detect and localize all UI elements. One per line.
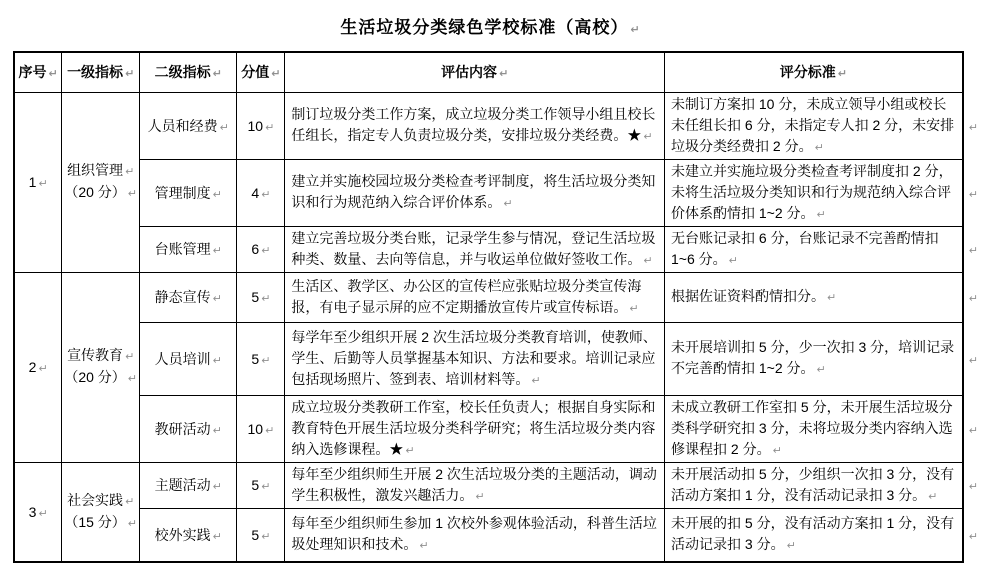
paragraph-mark-icon: ↵ [271,67,281,81]
col-header-criteria: 评分标准 ↵ [665,52,963,92]
cell-sub-indicator: 校外实践 ↵ [140,508,237,562]
row-end-mark [963,92,980,159]
table-row [14,159,980,226]
group-name-line2: （20 分） ↵ [64,369,138,385]
paragraph-mark-icon: ↵ [261,480,271,493]
cell-sub-indicator: 人员培训 ↵ [140,322,237,395]
cell-criteria: 未开展活动扣 5 分，少组织一次扣 3 分，没有活动方案扣 1 分，没有活动记录扣 3 分。 ↵ [665,462,963,508]
row-end-mark [963,395,980,462]
paragraph-mark-icon: ↵ [786,539,796,553]
paragraph-mark-icon: ↵ [127,516,138,530]
paragraph-mark-icon: ↵ [419,539,429,553]
cell-criteria: 未成立教研工作室扣 5 分，未开展生活垃圾分类科学研究扣 3 分，未将垃圾分类内容纳入选修课程扣 2 分。 ↵ [665,395,963,462]
cell-group-name [62,92,140,272]
paragraph-mark-icon: ↵ [968,530,978,543]
paragraph-mark-icon: ↵ [212,292,222,305]
seq-text: 3 ↵ [28,503,48,520]
cell-content: 每年至少组织师生开展 2 次生活垃圾分类的主题活动，调动学生积极性，激发兴趣活力。 ↵ [285,462,665,508]
table-row [14,462,980,508]
cell-score: 10 ↵ [237,395,285,462]
paragraph-mark-icon: ↵ [968,353,978,367]
paragraph-mark-icon: ↵ [503,197,513,210]
cell-content: 每学年至少组织开展 2 次生活垃圾分类教育培训，使教师、学生、后勤等人员掌握基本知识、方法和要求。培训记录应包括现场照片、签到表、培训材料等。 ↵ [285,322,665,395]
paragraph-mark-icon: ↵ [968,480,978,493]
group-name-line1: 组织管理 ↵ [67,162,135,178]
table-row [14,92,980,159]
paragraph-mark-icon: ↵ [125,67,135,81]
cell-group-name [62,272,140,462]
table-row [14,508,980,562]
cell-sub-indicator: 静态宣传 ↵ [140,272,237,322]
cell-content: 建立并实施校园垃圾分类检查考评制度，将生活垃圾分类知识和行为规范纳入综合评价体系。 ↵ [285,159,665,226]
group-name-line1: 宣传教育 ↵ [67,347,135,363]
cell-criteria: 未开展的扣 5 分，没有活动方案扣 1 分，没有活动记录扣 3 分。 ↵ [665,508,963,562]
paragraph-mark-icon: ↵ [816,363,826,376]
cell-content: 每年至少组织师生参加 1 次校外参观体验活动，科普生活垃圾处理知识和技术。 ↵ [285,508,665,562]
paragraph-mark-icon: ↵ [125,165,135,178]
page-title [0,0,981,38]
paragraph-mark-icon: ↵ [212,529,222,543]
paragraph-mark-icon: ↵ [827,291,837,304]
paragraph-mark-icon: ↵ [531,373,541,387]
paragraph-mark-icon: ↵ [127,372,138,385]
paragraph-mark-icon: ↵ [968,244,978,257]
paragraph-mark-icon: ↵ [212,423,222,437]
cell-criteria: 未开展培训扣 5 分，少一次扣 3 分，培训记录不完善酌情扣 1~2 分。 ↵ [665,322,963,395]
paragraph-mark-icon: ↵ [772,443,782,457]
cell-content: 生活区、教学区、办公区的宣传栏应张贴垃圾分类宣传海报，有电子显示屏的应不定期播放宣传片或宣传标语。 ↵ [285,272,665,322]
row-end-mark [963,508,980,562]
cell-content: 建立完善垃圾分类台账，记录学生参与情况，登记生活垃圾种类、数量、去向等信息，并与收运单位做好签收工作。 ↵ [285,226,665,272]
paragraph-mark-icon: ↵ [968,423,978,437]
cell-score: 5 ↵ [237,462,285,508]
paragraph-mark-icon: ↵ [38,362,48,375]
paragraph-mark-icon: ↵ [728,253,738,267]
paragraph-mark-icon: ↵ [219,120,229,134]
paragraph-mark-icon: ↵ [629,301,639,315]
group-name-line1: 社会实践 ↵ [67,491,135,508]
paragraph-mark-icon: ↵ [643,130,653,143]
table-row [14,272,980,322]
paragraph-mark-icon: ↵ [837,67,847,81]
col-header-level2: 二级指标 ↵ [140,52,237,92]
paragraph-mark-icon: ↵ [212,353,222,367]
paragraph-mark-icon: ↵ [968,187,978,201]
cell-score: 4 ↵ [237,159,285,226]
row-end-mark [963,462,980,508]
row-end-mark [963,272,980,322]
cell-score: 5 ↵ [237,322,285,395]
table-row [14,226,980,272]
cell-criteria: 未制订方案扣 10 分，未成立领导小组或校长未任组长扣 6 分，未指定专人扣 2 分，未安排垃圾分类经费扣 2 分。 ↵ [665,92,963,159]
cell-content: 制订垃圾分类工作方案，成立垃圾分类工作领导小组且校长任组长，指定专人负责垃圾分类，安排垃圾分类经费。★ ↵ [285,92,665,159]
row-end-mark [963,322,980,395]
col-header-content: 评估内容 ↵ [285,52,665,92]
paragraph-mark-icon: ↵ [38,177,48,190]
cell-score: 5 ↵ [237,272,285,322]
header-row [14,52,980,92]
paragraph-mark-icon: ↵ [475,489,485,503]
cell-score: 6 ↵ [237,226,285,272]
paragraph-mark-icon: ↵ [261,244,271,257]
cell-criteria: 根据佐证资料酌情扣分。 ↵ [665,272,963,322]
paragraph-mark-icon: ↵ [212,67,222,81]
cell-score: 5 ↵ [237,508,285,562]
paragraph-mark-icon: ↵ [212,244,222,257]
col-header-level1: 一级指标 ↵ [62,52,140,92]
cell-sub-indicator: 人员和经费 ↵ [140,92,237,159]
paragraph-mark-icon: ↵ [643,253,653,267]
col-header-seq: 序号 ↵ [14,52,62,92]
paragraph-mark-icon: ↵ [127,187,138,200]
cell-seq [14,462,62,562]
standards-table [13,51,981,563]
cell-score: 10 ↵ [237,92,285,159]
paragraph-mark-icon: ↵ [265,423,275,437]
table-row [14,395,980,462]
cell-sub-indicator: 台账管理 ↵ [140,226,237,272]
paragraph-mark-icon: ↵ [261,292,271,305]
seq-text: 1 ↵ [28,174,48,190]
page-title-text: 生活垃圾分类绿色学校标准（高校） ↵ [340,18,641,37]
paragraph-mark-icon: ↵ [814,140,824,154]
paragraph-mark-icon: ↵ [968,292,978,305]
seq-text: 2 ↵ [28,359,48,375]
cell-criteria: 未建立并实施垃圾分类检查考评制度扣 2 分，未将生活垃圾分类知识和行为规范纳入综合评价体系酌情扣 1~2 分。 ↵ [665,159,963,226]
cell-seq [14,92,62,272]
paragraph-mark-icon: ↵ [405,443,415,457]
paragraph-mark-icon: ↵ [125,494,135,508]
paragraph-mark-icon: ↵ [48,67,58,81]
group-name-line2: （15 分） ↵ [64,513,138,530]
paragraph-mark-icon: ↵ [261,353,271,367]
paragraph-mark-icon: ↵ [212,187,222,201]
cell-group-name [62,462,140,562]
paragraph-mark-icon: ↵ [816,207,826,221]
table-row [14,322,980,395]
cell-seq [14,272,62,462]
paragraph-mark-icon: ↵ [630,23,641,36]
paragraph-mark-icon: ↵ [928,489,938,503]
cell-content: 成立垃圾分类教研工作室，校长任负责人；根据自身实际和教育特色开展生活垃圾分类科学研究；将生活垃圾分类内容纳入选修课程。★ ↵ [285,395,665,462]
group-name-line2: （20 分） ↵ [64,184,138,200]
row-end-mark [963,159,980,226]
row-end-mark [963,226,980,272]
cell-sub-indicator: 教研活动 ↵ [140,395,237,462]
cell-sub-indicator: 主题活动 ↵ [140,462,237,508]
cell-sub-indicator: 管理制度 ↵ [140,159,237,226]
paragraph-mark-icon: ↵ [38,506,48,520]
paragraph-mark-icon: ↵ [125,350,135,363]
paragraph-mark-icon: ↵ [265,120,275,134]
col-header-score: 分值 ↵ [237,52,285,92]
paragraph-mark-icon: ↵ [499,67,509,81]
paragraph-mark-icon: ↵ [968,120,978,134]
cell-criteria: 无台账记录扣 6 分，台账记录不完善酌情扣 1~6 分。 ↵ [665,226,963,272]
paragraph-mark-icon: ↵ [261,529,271,543]
row-end-gutter [963,52,980,92]
paragraph-mark-icon: ↵ [212,480,222,493]
paragraph-mark-icon: ↵ [261,187,271,201]
